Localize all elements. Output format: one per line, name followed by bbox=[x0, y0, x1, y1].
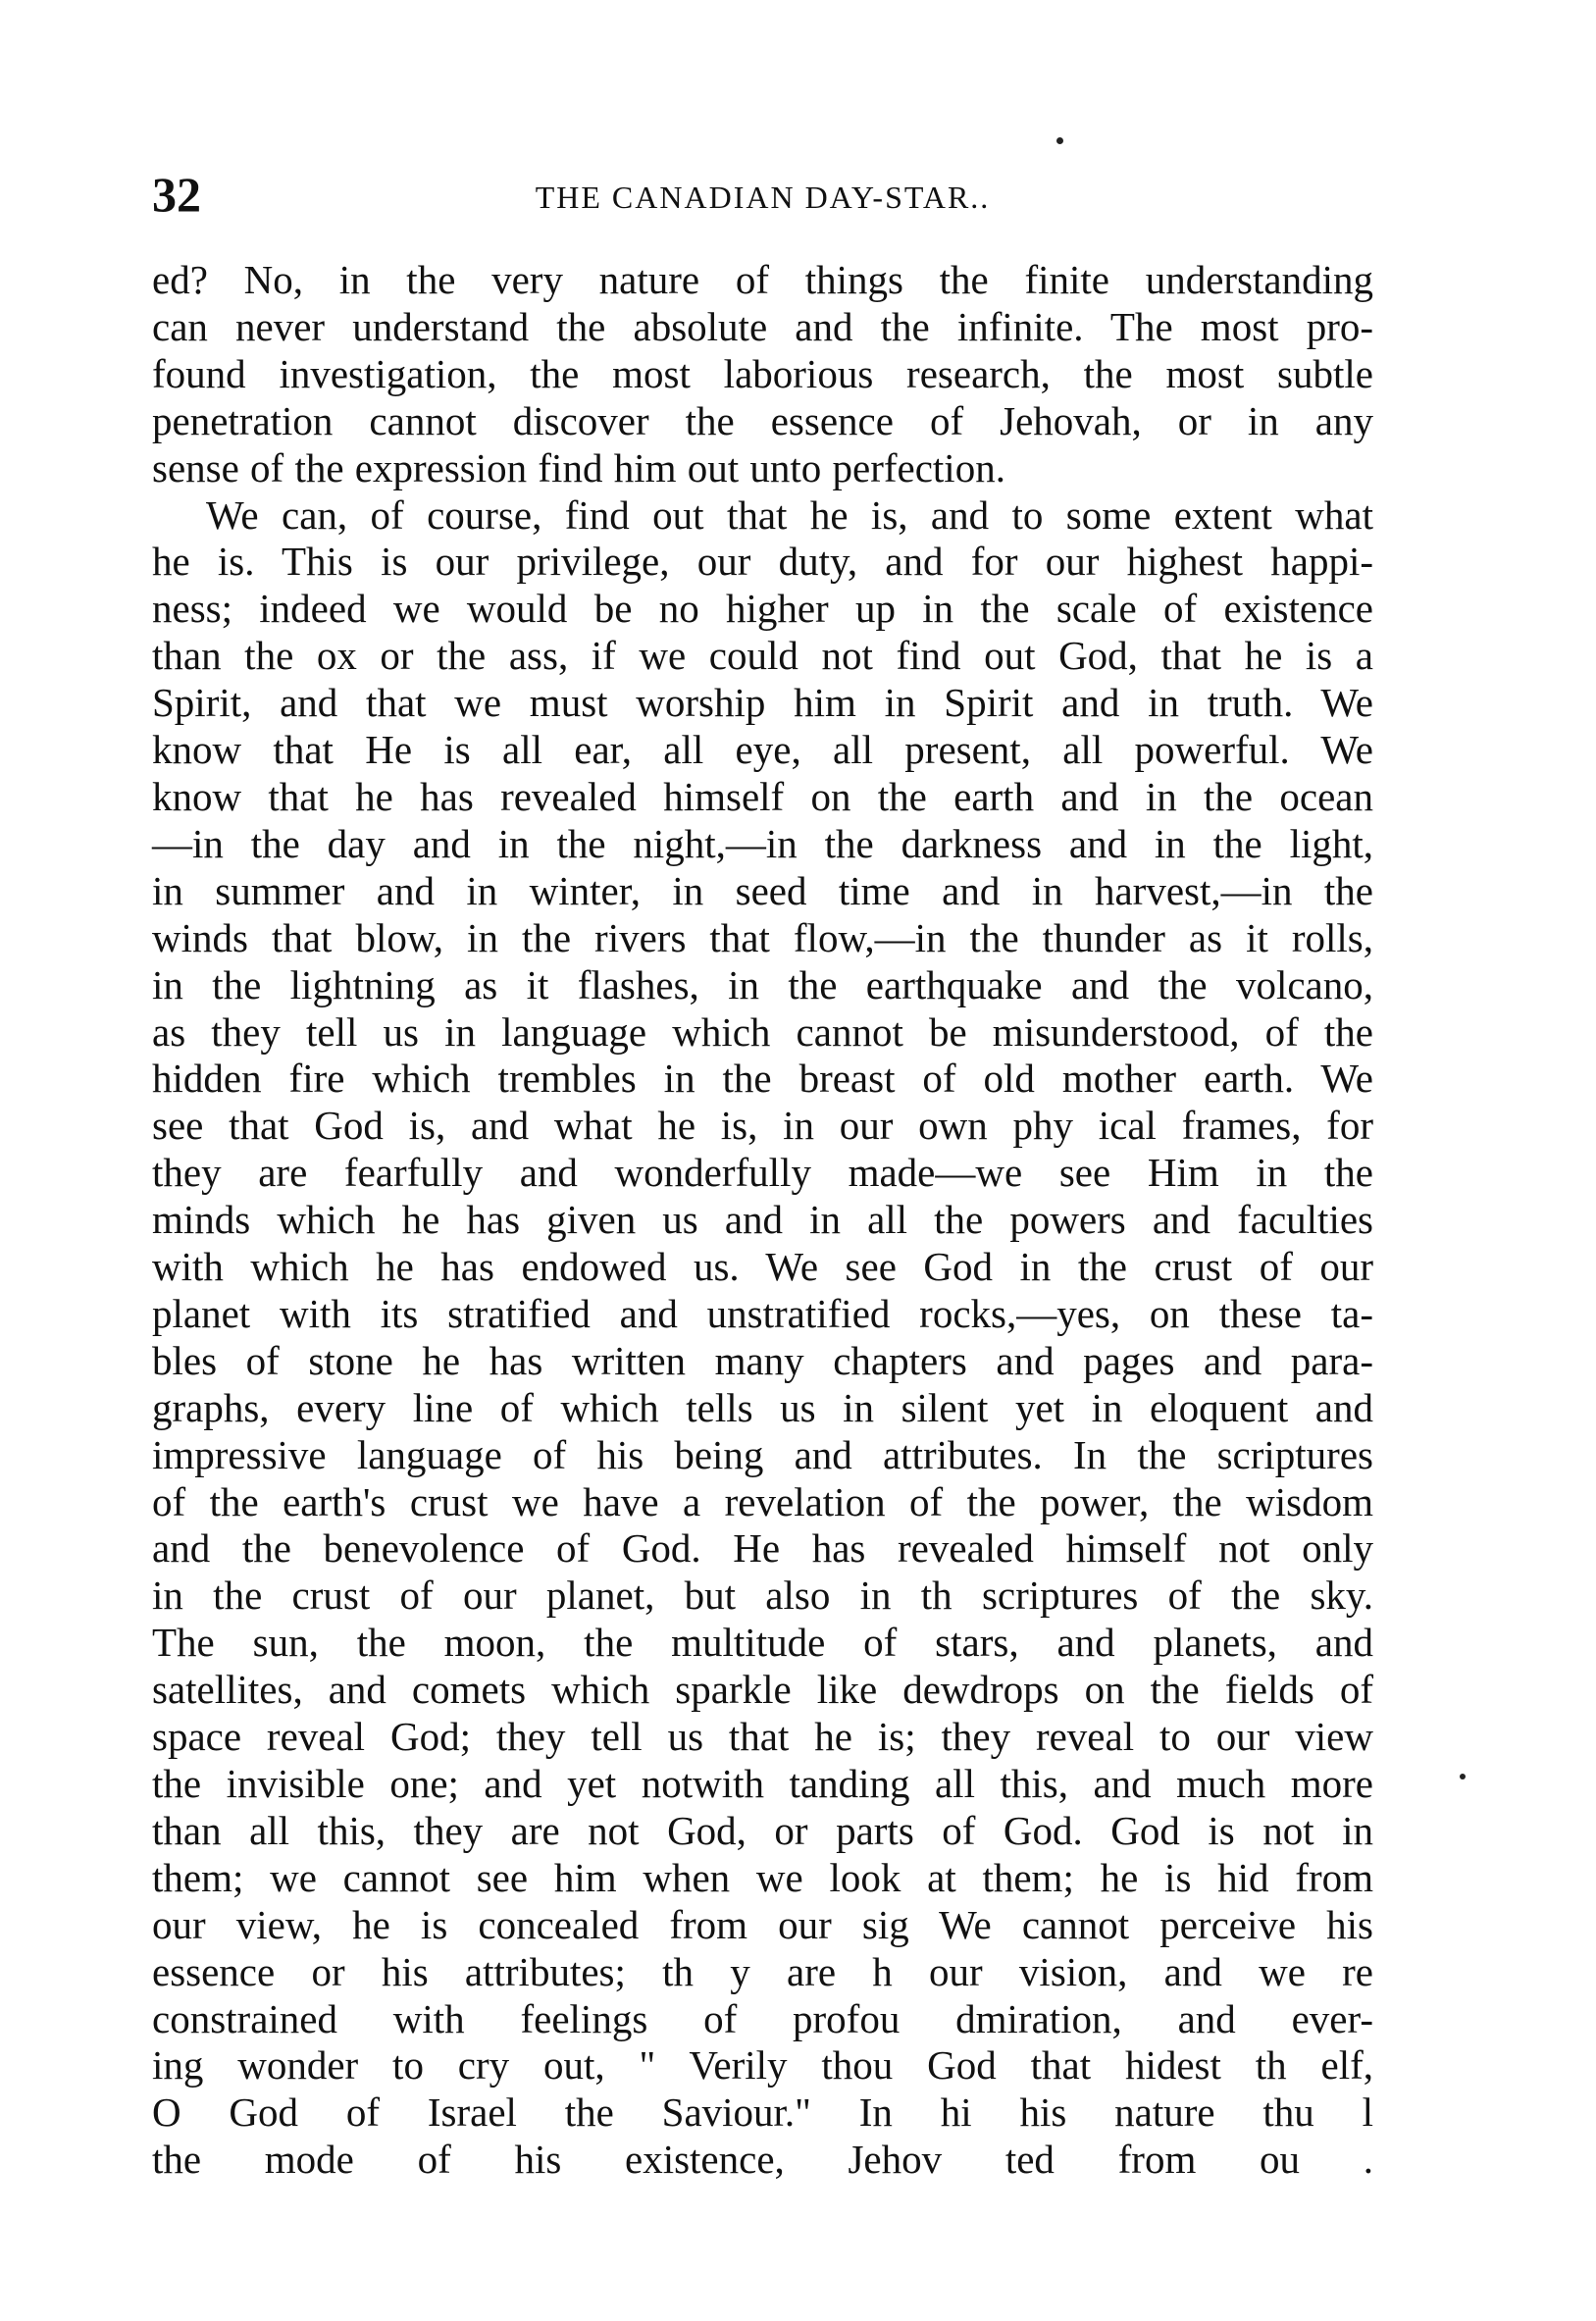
text-line: essence or his attributes; th y are h our vision, and we re bbox=[152, 1948, 1373, 1994]
text-line: see that God is, and what he is, in our own phy ical frames, for bbox=[152, 1103, 1373, 1149]
text-line: the mode of his existence, Jehov ted from ou . bbox=[152, 2137, 1373, 2183]
text-line: as they tell us in language which cannot be misunderstood, of the bbox=[152, 1008, 1373, 1055]
text-line: planet with its stratified and unstratified rocks,—yes, on these ta- bbox=[152, 1290, 1373, 1336]
text-line: sense of the expression find him out unto perfection. bbox=[152, 444, 1005, 490]
text-line: We can, of course, find out that he is, and to some extent what bbox=[206, 491, 1373, 538]
ink-speck bbox=[1056, 137, 1063, 144]
ink-speck bbox=[1460, 1774, 1466, 1779]
running-title: THE CANADIAN DAY-STAR.. bbox=[535, 180, 991, 215]
text-line: they are fearfully and wonderfully made—we see Him in the bbox=[152, 1150, 1373, 1196]
text-line: —in the day and in the night,—in the darkness and in the light, bbox=[152, 820, 1373, 866]
text-line: winds that blow, in the rivers that flow,—in the thunder as it rolls, bbox=[152, 914, 1373, 960]
text-line: in the lightning as it flashes, in the earthquake and the volcano, bbox=[152, 961, 1373, 1007]
text-line: can never understand the absolute and the infinite. The most pro- bbox=[152, 303, 1373, 349]
text-line: ed? No, in the very nature of things the finite understanding bbox=[152, 257, 1373, 302]
text-line: with which he has endowed us. We see God in the crust of our bbox=[152, 1244, 1373, 1290]
text-line: know that he has revealed himself on the earth and in the ocean bbox=[152, 773, 1373, 819]
text-line: in the crust of our planet, but also in th scriptures of the sky. bbox=[152, 1573, 1373, 1619]
text-line: satellites, and comets which sparkle like dewdrops on the fields of bbox=[152, 1667, 1373, 1713]
text-line: than the ox or the ass, if we could not find out God, that he is a bbox=[152, 633, 1373, 679]
text-line: minds which he has given us and in all the powers and faculties bbox=[152, 1197, 1373, 1243]
text-line: O God of Israel the Saviour." In hi his nature thu l bbox=[152, 2089, 1373, 2136]
text-line: know that He is all ear, all eye, all present, all powerful. We bbox=[152, 727, 1373, 773]
text-line: and the benevolence of God. He has revealed himself not only bbox=[152, 1525, 1373, 1572]
page-header bbox=[152, 165, 1373, 224]
text-line: in summer and in winter, in seed time and in harvest,—in the bbox=[152, 867, 1373, 913]
text-line: graphs, every line of which tells us in silent yet in eloquent and bbox=[152, 1384, 1373, 1430]
text-line: The sun, the moon, the multitude of stars, and planets, and bbox=[152, 1620, 1373, 1666]
text-line: impressive language of his being and attributes. In the scriptures bbox=[152, 1431, 1373, 1477]
text-line: he is. This is our privilege, our duty, and for our highest happi- bbox=[152, 539, 1373, 585]
text-line: found investigation, the most laborious research, the most subtle bbox=[152, 350, 1373, 396]
text-line: Spirit, and that we must worship him in Spirit and in truth. We bbox=[152, 680, 1373, 726]
text-line: penetration cannot discover the essence of Jehovah, or in any bbox=[152, 397, 1373, 443]
body-text bbox=[152, 257, 1373, 2184]
text-line: than all this, they are not God, or parts of God. God is not in bbox=[152, 1807, 1373, 1853]
text-line: space reveal God; they tell us that he is; they reveal to our view bbox=[152, 1714, 1373, 1760]
text-line: them; we cannot see him when we look at them; he is hid from bbox=[152, 1854, 1373, 1900]
text-line: of the earth's crust we have a revelation of the power, the wisdom bbox=[152, 1478, 1373, 1524]
text-line: constrained with feelings of profou dmiration, and ever- bbox=[152, 1995, 1373, 2041]
text-line: ing wonder to cry out, " Verily thou God that hidest th elf, bbox=[152, 2042, 1373, 2089]
text-line: the invisible one; and yet notwith tanding all this, and much more bbox=[152, 1761, 1373, 1806]
text-line: hidden fire which trembles in the breast of old mother earth. We bbox=[152, 1056, 1373, 1102]
text-line: our view, he is concealed from our sig We cannot perceive his bbox=[152, 1901, 1373, 1947]
page-number: 32 bbox=[152, 167, 201, 222]
text-line: bles of stone he has written many chapters and pages and para- bbox=[152, 1337, 1373, 1383]
text-line: ness; indeed we would be no higher up in the scale of existence bbox=[152, 586, 1373, 632]
